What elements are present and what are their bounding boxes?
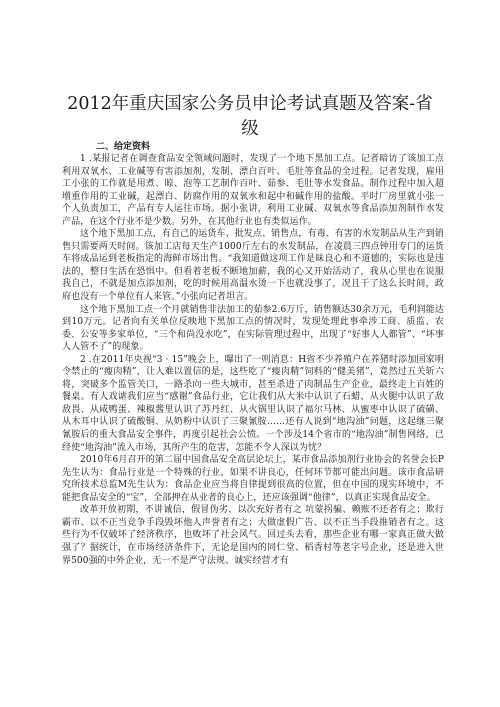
paragraph: 这个地下黑加工点，有自己的运货车、批发点、销售点，有毒、有害的水发制品从生产到销售只需要两天时间。该加工店每天生产1000斤左右的水发制品，在凌晨三四点钟用专门的运货车将成品运到老板指定的海鲜市场出售。“我知道做这项工作是昧良心和不道德的，实际也是违法的，整日生活在恐惧中。但看着老板不断地加薪，我的心又开始活动了，我从心里也在说服我自己，不就是加点添加剂，吃的时候用高温水烫一下也就没事了，况且干了这么长时间，政府也没有一个单位有人来管。”小张向记者坦言。 [62,229,445,303]
paragraph: 改革开放初期，不讲诚信，假冒伪劣、以次充好者有之 坑蒙拐骗、赖账不还者有之；欺行霸市、以不正当竞争手段毁坏他人声誉者有之；大做虚假广告、以不正当手段推销者有之。这些行为不仅破坏了经济秩序，也败坏了社会风气。回过头去看，那些企业有哪一家真正做大做强了？据统计，在市场经济条件下，无论是国内的同仁堂、稻香村等老字号企业，还是进入世界500强的中外企业，无一不是严守法规、诚实经营才有 [62,505,444,566]
document-title: 2012年重庆国家公务员申论考试真题及答案-省级 [67,94,433,139]
paragraph: 2010年6月召开的第二届中国食品安全高层论坛上，某市食品添加剂行业协会的名誉会长P先生认为：食品行业是一个特殊的行业，如果不讲良心，任何环节都可能出问题。该市食品研究所技术总监M先生认为：食品企业应当将自律提到很高的位置，但在中国的现实环境中，不能把食品安全的“宝”，全部押在从业者的良心上，还应该强调“他律”，以真正实现食品安全。 [62,455,444,503]
section-heading: 二、给定资料 [96,142,151,152]
paragraph: 1 .某报记者在调查食品安全领域问题时，发现了一个地下黑加工点。记者暗访了该加工点利用双氧水、工业碱等有害添加剂，发制、漂白百叶、毛肚等食品的全过程。记者发现，雇用工小张的工作就是用煮、晾、泡等工艺制作百叶、茹参、毛肚等水发食品。制作过程中加入超增重作用的工业碱，起漂白、防腐作用的双氧水和起中和碱作用的盐酸。平时厂房里就小张一个人负责加工，产品有专人运往市场。据小张讲，利用工业碱、双氧水等食品添加剂制作水发产品，在这个行业不是少数。另外，在其他行业也有类似运作。 [62,154,444,227]
paragraph: 这个地下黑加工点一个月就销售非法加工的茹参2.6万斤，销售额达30余万元，毛利润能达到10万元。记者向有关单位反映地下黑加工点的情况时，发现处理此事牵涉工商、质监、农委、公安等多家单位，“三个和尚没水吃”，在实际管理过程中，出现了“好事人人都管”、“坏事人人管不了”的现象。 [62,304,444,353]
paragraph: 2 .在2011年央视“3 · 15”晚会上，曝出了一则消息：H省不少养殖户在养猪时添加国家明令禁止的“瘦肉精”，让人难以置信的是，这些吃了“瘦肉精”饲料的“健美猪”，竟然过五关斩六将，突破多个监管关口，一路杀向一些大城市，甚至杀进了肉制品生产企业，最终走上百姓的餐桌。有人戏谑我们应当“感谢”食品行业，它让我们从大米中认识了石蜡、从火腿中认识了敌敌畏、从咸鸭蛋、辣椒酱里认识了苏丹红、从火锅里认识了福尔马林、从蜜枣中认识了硫磺、从木耳中认识了硫酸铜、从奶粉中认识了三聚氰胺……还有人说到“地沟油”问题，这起继三聚氰胺后的重大食品安全事件，再度引起社会公愤。一个涉及14个省市的“地沟油”制售网络，已经使“地沟油”流入市场，其所产生的危害，怎能不令人深以为忧？ [62,354,444,453]
document-body [62,153,444,567]
